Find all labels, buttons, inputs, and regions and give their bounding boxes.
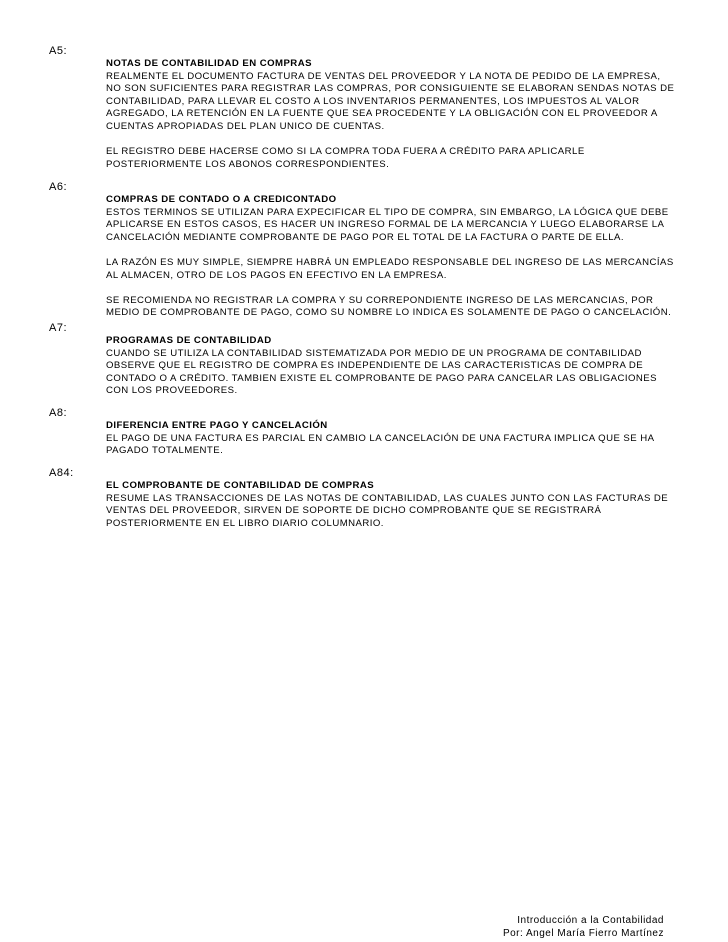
section-body	[106, 335, 706, 398]
paragraph: CUANDO SE UTILIZA LA CONTABILIDAD SISTEMATIZADA POR MEDIO DE UN PROGRAMA DE CONTABILIDAD OBSERVE QUE EL REGISTRO DE COMPRA ES INDEPENDIENTE DE LAS CARACTERISTICAS DE COMPRA DE CONTADO O A CRÉDITO. TAMBIEN EXISTE EL COMPROBANTE DE PAGO PARA CANCELAR LAS OBLIGACIONES CON LOS PROVEEDORES.	[106, 347, 657, 397]
paragraph: SE RECOMIENDA NO REGISTRAR LA COMPRA Y SU CORREPONDIENTE INGRESO DE LAS MERCANCIAS, POR MEDIO DE COMPROBANTE DE PAGO, COMO SU NOMBRE LO INDICA ES SOLAMENTE DE PAGO O CANCELACIÓN.	[106, 294, 672, 319]
section-a5	[49, 45, 709, 171]
paragraph: LA RAZÓN ES MUY SIMPLE, SIEMPRE HABRÁ UN EMPLEADO RESPONSABLE DEL INGRESO DE LAS MERCANCÍAS AL ALMACEN, OTRO DE LOS PAGOS EN EFECTIVO EN LA EMPRESA.	[106, 256, 674, 281]
paragraph: EL PAGO DE UNA FACTURA ES PARCIAL EN CAMBIO LA CANCELACIÓN DE UNA FACTURA IMPLICA QUE SE HA PAGADO TOTALMENTE.	[106, 432, 655, 457]
section-body	[106, 420, 706, 458]
paragraph: EL REGISTRO DEBE HACERSE COMO SI LA COMPRA TODA FUERA A CRÉDITO PARA APLICARLE POSTERIORMENTE LOS ABONOS CORRESPONDIENTES.	[106, 146, 585, 170]
section-label: A84:	[49, 467, 74, 479]
section-body	[106, 58, 706, 171]
paragraph: RESUME LAS TRANSACCIONES DE LAS NOTAS DE CONTABILIDAD, LAS CUALES JUNTO CON LAS FACTURAS DE VENTAS DEL PROVEEDOR, SIRVEN DE SOPORTE DE DICHO COMPROBANTE QUE SE REGISTRARÁ POSTERIORMENTE EN EL LIBRO DIARIO COLUMNARIO.	[106, 492, 669, 529]
section-label: A7:	[49, 322, 68, 334]
footer-book-title: Introducción a la Contabilidad	[517, 915, 664, 926]
section-title: PROGRAMAS DE CONTABILIDAD	[106, 335, 272, 346]
section-label: A8:	[49, 407, 68, 419]
section-title: COMPRAS DE CONTADO O A CREDICONTADO	[106, 194, 337, 205]
section-a84	[49, 467, 709, 530]
section-a8	[49, 407, 709, 458]
section-body	[106, 480, 706, 530]
section-label: A6:	[49, 181, 68, 193]
section-a7	[49, 322, 709, 398]
section-label: A5:	[49, 45, 68, 57]
section-title: NOTAS DE CONTABILIDAD EN COMPRAS	[106, 58, 312, 69]
section-body	[106, 194, 706, 320]
page-footer	[503, 914, 664, 940]
footer-author: Por: Angel María Fierro Martínez	[502, 928, 664, 939]
section-a6	[49, 181, 709, 320]
paragraph: REALMENTE EL DOCUMENTO FACTURA DE VENTAS DEL PROVEEDOR Y LA NOTA DE PEDIDO DE LA EMPRESA, NO SON SUFICIENTES PARA REGISTRAR LAS COMPRAS, POR CONSIGUIENTE SE ELABORAN SENDAS NOTAS DE CONTABILIDAD, PARA LLEVAR EL COSTO A LOS INVENTARIOS PERMANENTES, LOS IMPUESTOS AL VALOR AGREGADO, LA RETENCIÓN EN LA FUENTE QUE SEA PROCEDENTE Y LA OBLIGACIÓN CON EL PROVEEDOR A CUENTAS APROPIADAS DEL PLAN UNICO DE CUENTAS.	[106, 70, 675, 132]
section-title: EL COMPROBANTE DE CONTABILIDAD DE COMPRAS	[106, 480, 375, 491]
paragraph: ESTOS TERMINOS SE UTILIZAN PARA EXPECIFICAR EL TIPO DE COMPRA, SIN EMBARGO, LA LÓGICA QUE DEBE APLICARSE EN ESTOS CASOS, ES HACER UN INGRESO FORMAL DE LA MERCANCIA Y LUEGO ELABORARSE LA CANCELACIÓN MEDIANTE COMPROBANTE DE PAGO POR EL TOTAL DE LA FACTURA O PARTE DE ELLA.	[106, 206, 669, 243]
section-title: DIFERENCIA ENTRE PAGO Y CANCELACIÓN	[106, 420, 328, 431]
